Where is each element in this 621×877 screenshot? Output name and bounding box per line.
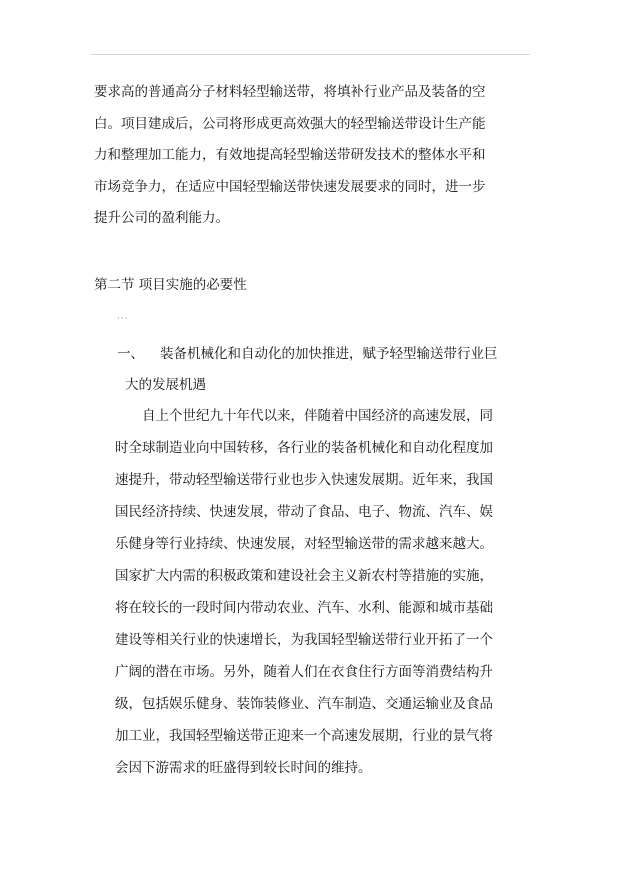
item-title-line-1: 装备机械化和自动化的加快推进，赋予轻型输送带行业巨 [160, 346, 498, 362]
paragraph-line: 国民经济持续、快速发展，带动了食品、电子、物流、汽车、娱 [115, 504, 493, 520]
paragraph-2 [115, 400, 535, 784]
paragraph-line: 会因下游需求的旺盛得到较长时间的维持。 [115, 760, 372, 776]
paragraph-line: 市场竞争力，在适应中国轻型输送带快速发展要求的同时，进一步 [94, 178, 486, 195]
paragraph-line: 国家扩大内需的积极政策和建设社会主义新农村等措施的实施， [115, 568, 493, 584]
paragraph-line: 白。项目建成后，公司将形成更高效强大的轻型输送带设计生产能 [94, 115, 486, 132]
paragraph-line: 将在较长的一段时间内带动农业、汽车、水利、能源和城市基础 [115, 600, 493, 616]
toc-dots: ··· [117, 314, 129, 324]
paragraph-line: 广阔的潜在市场。另外，随着人们在衣食住行方面等消费结构升 [115, 664, 493, 680]
paragraph-line: 要求高的普通高分子材料轻型输送带，将填补行业产品及装备的空 [94, 84, 486, 100]
header-rule [90, 54, 530, 55]
item-number: 一、 [117, 346, 144, 362]
paragraph-line: 速提升，带动轻型输送带行业也步入快速发展期。近年来，我国 [115, 472, 493, 488]
paragraph-line: 加工业，我国轻型输送带正迎来一个高速发展期，行业的景气将 [115, 728, 493, 744]
paragraph-line: 级，包括娱乐健身、装饰装修业、汽车制造、交通运输业及食品 [115, 696, 493, 712]
paragraph-line: 时全球制造业向中国转移，各行业的装备机械化和自动化程度加 [115, 440, 493, 456]
paragraph-line: 自上个世纪九十年代以来，伴随着中国经济的高速发展，同 [115, 408, 493, 424]
paragraph-line: 提升公司的盈利能力。 [94, 210, 229, 226]
section-heading: 第二节 项目实施的必要性 [94, 277, 247, 293]
paragraph-line: 建设等相关行业的快速增长，为我国轻型输送带行业开拓了一个 [115, 632, 493, 648]
paragraph-1 [94, 77, 534, 235]
item-title-line-2: 大的发展机遇 [125, 377, 206, 393]
paragraph-line: 乐健身等行业持续、快速发展，对轻型输送带的需求越来越大。 [115, 536, 493, 552]
paragraph-line: 力和整理加工能力，有效地提高轻型输送带研发技术的整体水平和 [94, 147, 486, 163]
